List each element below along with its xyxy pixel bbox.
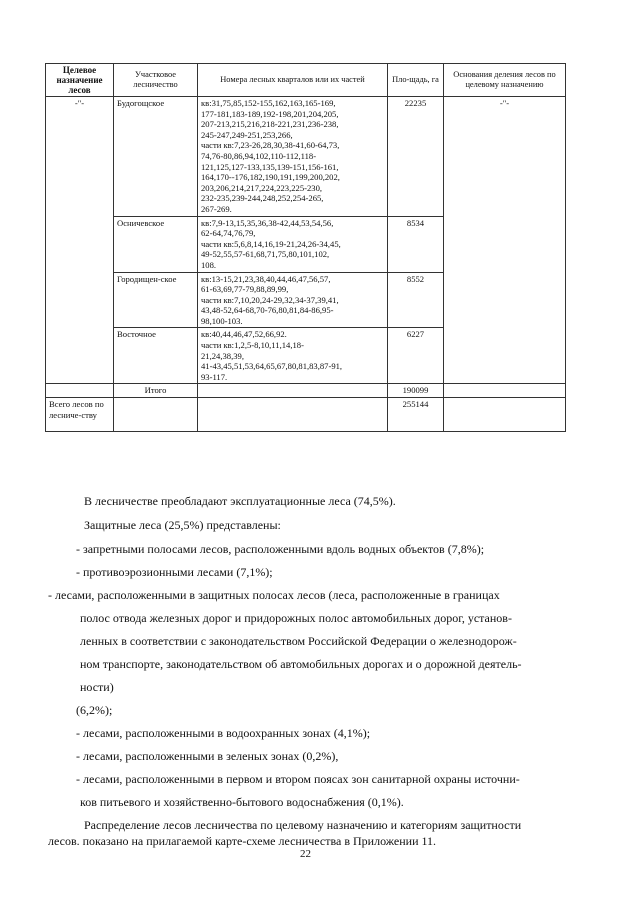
area-cell: 8552 xyxy=(388,272,444,328)
total-area: 190099 xyxy=(388,384,444,398)
bullet-strips-line3: ленных в соответствии с законодательством Российской Федерации о железнодорож- xyxy=(80,634,517,648)
quarters-line: 61-63,69,77-79,88,89,99, xyxy=(201,284,289,295)
district-cell: Восточное xyxy=(114,328,198,384)
quarters-line: кв:31,75,85,152-155,162,163,165-169, xyxy=(201,98,336,108)
bullet-water: - запретными полосами лесов, расположенными вдоль водных объектов (7,8%); xyxy=(76,542,485,556)
bullet-strips-line1: - лесами, расположенными в защитных полосах лесов (леса, расположенные в границах xyxy=(48,588,500,602)
paragraph-distribution-line1: Распределение лесов лесничества по целевому назначению и категориям защитности xyxy=(84,818,522,832)
bullet-erosion: - противоэрозионными лесами (7,1%); xyxy=(76,565,273,579)
total-row xyxy=(46,384,566,398)
quarters-line: 108. xyxy=(201,259,217,270)
district-cell: Городищен-ское xyxy=(114,272,198,328)
quarters-line: 177-181,183-189,192-198,201,204,205, xyxy=(201,108,339,119)
total-label: Итого xyxy=(114,384,198,398)
purpose-cell: -"- xyxy=(46,97,114,384)
grand-total-label: Всего лесов по лесниче-ству xyxy=(46,398,114,432)
empty-cell xyxy=(46,384,114,398)
forest-purpose-table xyxy=(45,63,566,432)
quarters-cell xyxy=(198,216,388,272)
quarters-line: кв:13-15,21,23,38,40,44,46,47,56,57, xyxy=(201,273,331,284)
empty-cell xyxy=(198,398,388,432)
quarters-line: 41-43,45,51,53,64,65,67,80,81,83,87-91, xyxy=(201,361,343,372)
quarters-line: 164,170--176,182,190,191,199,200,202, xyxy=(201,172,340,183)
bullet-strips-line6: (6,2%); xyxy=(76,703,113,717)
empty-cell xyxy=(444,398,566,432)
grand-total-area: 255144 xyxy=(388,398,444,432)
bullet-strips-line4: ном транспорте, законодательством об автомобильных дорогах и о дорожной деятель- xyxy=(80,657,522,671)
empty-cell xyxy=(114,398,198,432)
bullet-sanitary-line1: - лесами, расположенными в первом и втором поясах зон санитарной охраны источни- xyxy=(76,772,520,786)
page-number: 22 xyxy=(300,848,311,860)
quarters-cell xyxy=(198,328,388,384)
quarters-line: части кв:1,2,5-8,10,11,14,18- xyxy=(201,340,304,351)
empty-cell xyxy=(198,384,388,398)
district-cell: Осничевское xyxy=(114,216,198,272)
quarters-line: 49-52,55,57-61,68,71,75,80,101,102, xyxy=(201,249,330,260)
quarters-line: части кв:5,6,8,14,16,19-21,24,26-34,45, xyxy=(201,238,341,249)
bullet-strips-line5: ности) xyxy=(80,680,114,694)
quarters-line: 245-247,249-251,253,266, xyxy=(201,129,293,140)
quarters-cell xyxy=(198,97,388,217)
bullet-strips-line2: полос отвода железных дорог и придорожных полос автомобильных дорог, установ- xyxy=(80,611,512,625)
paragraph-protective: Защитные леса (25,5%) представлены: xyxy=(84,518,281,532)
bullet-greenzones: - лесами, расположенными в зеленых зонах (0,2%), xyxy=(76,749,339,763)
paragraph-exploitation: В лесничестве преобладают эксплуатационные леса (74,5%). xyxy=(84,494,396,508)
table-header-row xyxy=(46,64,566,97)
district-cell: Будогощское xyxy=(114,97,198,217)
quarters-line: 121,125,127-133,135,139-151,156-161, xyxy=(201,161,339,172)
quarters-line: 74,76-80,86,94,102,110-112,118- xyxy=(201,150,317,161)
quarters-line: части кв:7,10,20,24-29,32,34-37,39,41, xyxy=(201,294,339,305)
quarters-line: 93-117. xyxy=(201,371,228,382)
quarters-line: кв:7,9-13,15,35,36,38-42,44,53,54,56, xyxy=(201,217,334,228)
paragraph-distribution-line2: лесов. показано на прилагаемой карте-схеме лесничества в Приложении 11. xyxy=(48,834,437,848)
basis-cell: -"- xyxy=(444,97,566,384)
area-cell: 8534 xyxy=(388,216,444,272)
header-purpose: Целевое назначение лесов xyxy=(46,64,114,97)
quarters-cell xyxy=(198,272,388,328)
header-area: Пло-щадь, га xyxy=(388,64,444,97)
table-row xyxy=(46,97,566,217)
area-cell: 6227 xyxy=(388,328,444,384)
quarters-line: 98,100-103. xyxy=(201,315,243,326)
empty-cell xyxy=(444,384,566,398)
quarters-line: кв:40,44,46,47,52,66,92. xyxy=(201,329,287,340)
quarters-line: 207-213,215,216,218-221,231,236-238, xyxy=(201,119,339,130)
header-quarters: Номера лесных кварталов или их частей xyxy=(198,64,388,97)
quarters-line: 267-269. xyxy=(201,203,232,214)
quarters-line: 62-64,74,76,79, xyxy=(201,228,256,239)
quarters-line: 203,206,214,217,224,223,225-230, xyxy=(201,182,323,193)
quarters-line: части кв:7,23-26,28,30,38-41,60-64,73, xyxy=(201,140,340,151)
header-district: Участковое лесничество xyxy=(114,64,198,97)
bullet-waterzones: - лесами, расположенными в водоохранных зонах (4,1%); xyxy=(76,726,371,740)
quarters-line: 232-235,239-244,248,252,254-265, xyxy=(201,193,324,204)
bullet-sanitary-line2: ков питьевого и хозяйственно-бытового водоснабжения (0,1%). xyxy=(80,795,404,809)
grand-total-row xyxy=(46,398,566,432)
quarters-line: 43,48-52,64-68,70-76,80,81,84-86,95- xyxy=(201,305,334,316)
quarters-line: 21,24,38,39, xyxy=(201,350,244,361)
area-cell: 22235 xyxy=(388,97,444,217)
header-basis: Основания деления лесов по целевому назначению xyxy=(444,64,566,97)
